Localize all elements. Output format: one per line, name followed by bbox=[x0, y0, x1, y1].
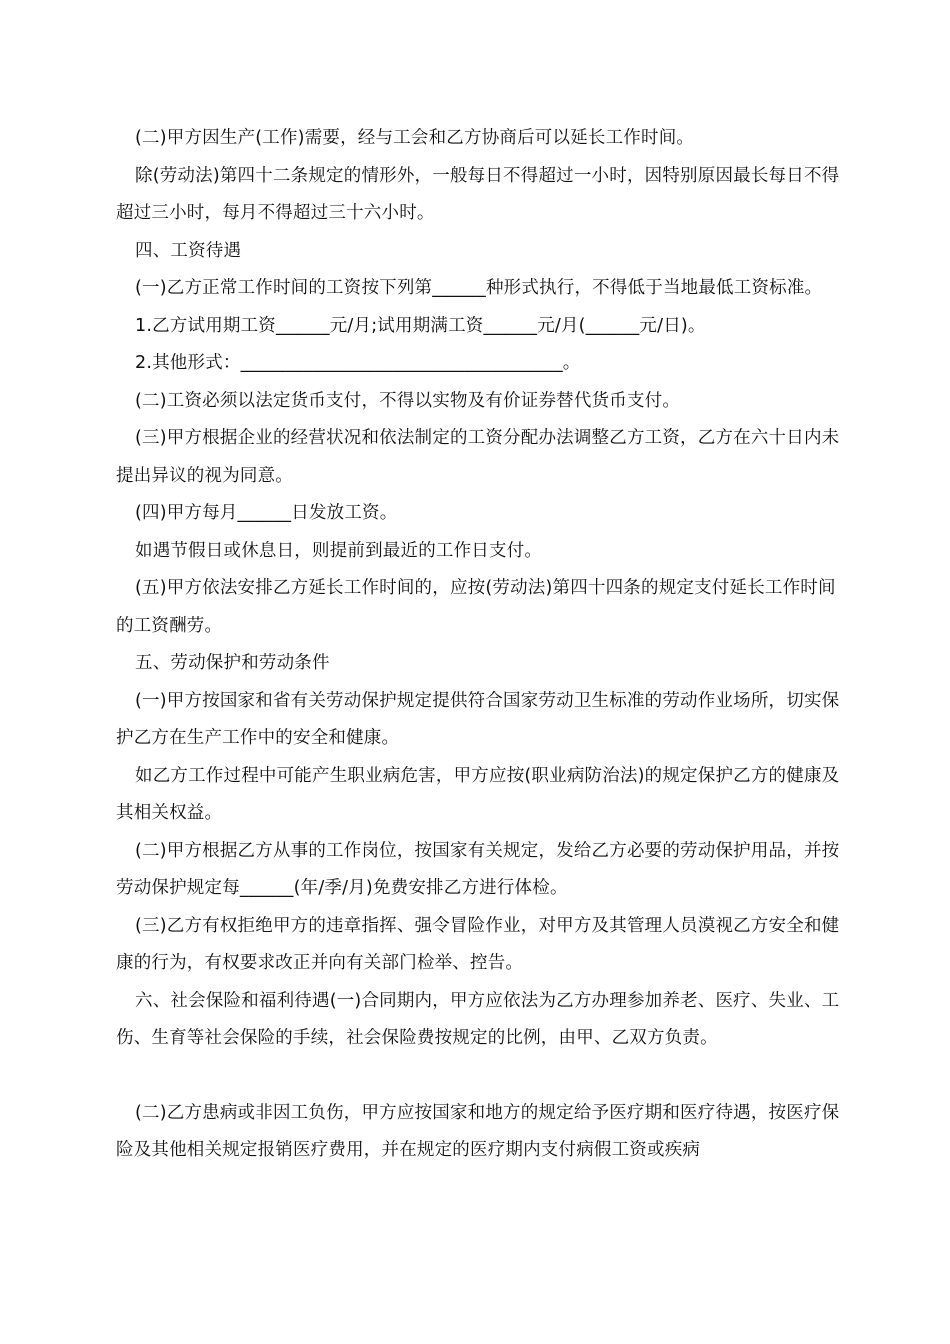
paragraph-overtime-negotiation: (二)甲方因生产(工作)需要，经与工会和乙方协商后可以延长工作时间。 bbox=[135, 128, 695, 148]
paragraph-workplace-safety: (一)甲方按国家和省有关劳动保护规定提供符合国家劳动卫生标准的劳动作业场所，切实保护乙方在生产工作中的安全和健康。 bbox=[116, 690, 840, 748]
paragraph-right-to-refuse: (三)乙方有权拒绝甲方的违章指挥、强令冒险作业，对甲方及其管理人员漠视乙方安全和健康的行为，有权要求改正并向有关部门检举、控告。 bbox=[116, 915, 840, 973]
paragraph-overtime-pay: (五)甲方依法安排乙方延长工作时间的，应按(劳动法)第四十四条的规定支付延长工作时间的工资酬劳。 bbox=[116, 578, 836, 636]
paragraph-legal-currency: (二)工资必须以法定货币支付，不得以实物及有价证券替代货币支付。 bbox=[135, 390, 681, 411]
section-heading-labor-protection: 五、劳动保护和劳动条件 bbox=[135, 653, 330, 673]
paragraph-payday: (四)甲方每月______日发放工资。 bbox=[135, 503, 398, 523]
section-heading-social-insurance: 六、社会保险和福利待遇(一)合同期内，甲方应依法为乙方办理参加养老、医疗、失业、工伤、生育等社会保险的手续，社会保险费按规定的比例，由甲、乙双方负责。 bbox=[116, 990, 840, 1048]
paragraph-other-form: 2.其他形式：____________________________________。 bbox=[135, 353, 581, 373]
paragraph-wage-form: (一)乙方正常工作时间的工资按下列第______种形式执行，不得低于当地最低工资标准。 bbox=[135, 278, 823, 298]
section-heading-wages: 四、工资待遇 bbox=[135, 240, 242, 261]
paragraph-occupational-disease: 如乙方工作过程中可能产生职业病危害，甲方应按(职业病防治法)的规定保护乙方的健康及其相关权益。 bbox=[116, 765, 840, 823]
document-body bbox=[116, 120, 846, 1170]
paragraph-sick-leave: (二)乙方患病或非因工负伤，甲方应按国家和地方的规定给予医疗期和医疗待遇，按医疗保险及其他相关规定报销医疗费用，并在规定的医疗期内支付病假工资或疾病 bbox=[116, 1102, 840, 1160]
paragraph-probation-wage: 1.乙方试用期工资______元/月;试用期满工资______元/月(______元/日)。 bbox=[135, 315, 706, 336]
paragraph-protective-equipment: (二)甲方根据乙方从事的工作岗位，按国家有关规定，发给乙方必要的劳动保护用品，并按劳动保护规定每______(年/季/月)免费安排乙方进行体检。 bbox=[116, 840, 840, 898]
paragraph-holiday-payment: 如遇节假日或休息日，则提前到最近的工作日支付。 bbox=[135, 540, 543, 561]
paragraph-wage-adjustment: (三)甲方根据企业的经营状况和依法制定的工资分配办法调整乙方工资，乙方在六十日内未提出异议的视为同意。 bbox=[116, 428, 840, 486]
paragraph-overtime-limits: 除(劳动法)第四十二条规定的情形外，一般每日不得超过一小时，因特别原因最长每日不得超过三小时，每月不得超过三十六小时。 bbox=[116, 165, 840, 223]
